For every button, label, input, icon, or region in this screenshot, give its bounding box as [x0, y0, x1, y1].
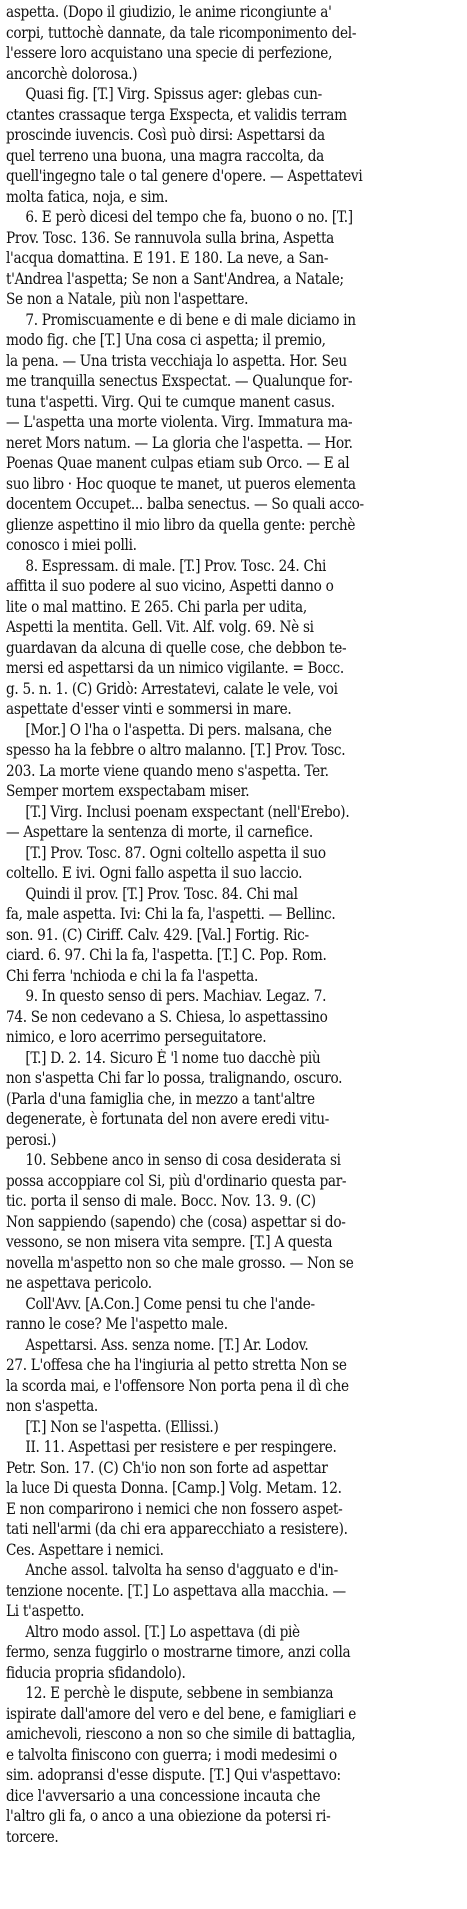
- text-line: [Mor.] O l'ha o l'aspetta. Di pers. malsana, che: [25, 720, 332, 739]
- text-line: Petr. Son. 17. (C) Ch'io non son forte ad aspettar: [6, 1458, 328, 1477]
- text-line: lite o mal mattino. E 265. Chi parla per udita,: [6, 597, 307, 616]
- text-line: corpi, tuttochè dannate, da tale ricomponimento del-: [6, 23, 357, 42]
- text-line: neret Mors natum. — La gloria che l'aspetta. — Hor.: [6, 433, 353, 452]
- text-line: Li t'aspetto.: [6, 1602, 85, 1620]
- text-line: Altro modo assol. [T.] Lo aspettava (di piè: [25, 1622, 300, 1641]
- text-line: la pena. — Una trista vecchiaja lo aspetta. Hor. Seu: [6, 351, 347, 370]
- text-line: Quasi fig. [T.] Virg. Spissus ager: glebas cun-: [25, 85, 322, 103]
- text-line: Aspetti la mentita. Gell. Vit. Alf. volg. 69. Nè si: [6, 618, 314, 636]
- text-line: affitta il suo podere al suo vicino, Aspetti danno o: [6, 577, 334, 595]
- text-line: tenzione nocente. [T.] Lo aspettava alla macchia. —: [6, 1581, 346, 1600]
- text-line: me tranquilla senectus Exspectat. — Qualunque for-: [6, 372, 353, 390]
- text-line: 27. L'offesa che ha l'ingiuria al petto stretta Non se: [6, 1356, 347, 1374]
- text-line: 10. Sebbene anco in senso di cosa desiderata si: [25, 1151, 341, 1169]
- text-line: fiducia propria sfidandolo).: [6, 1663, 186, 1682]
- text-line: tic. porta il senso di male. Bocc. Nov. 13. 9. (C): [6, 1192, 316, 1210]
- text-line: 6. E però dicesi del tempo che fa, buono o no. [T.]: [25, 208, 353, 226]
- text-line: II. 11. Aspettasi per resistere e per respingere.: [25, 1438, 337, 1456]
- text-line: docentem Occupet... balba senectus. — So quali acco-: [6, 495, 364, 513]
- text-line: 203. La morte viene quando meno s'aspetta. Ter.: [6, 761, 329, 780]
- text-line: modo fig. che [T.] Una cosa ci aspetta; il premio,: [6, 331, 326, 349]
- text-line: 9. In questo senso di pers. Machiav. Legaz. 7.: [25, 987, 327, 1005]
- text-line: [T.] D. 2. 14. Sicuro È 'l nome tuo dacchè più: [25, 1048, 321, 1067]
- text-line: l'altro gli fa, o anco a una obiezione da potersi ri-: [6, 1807, 331, 1825]
- text-line: ciard. 6. 97. Chi la fa, l'aspetta. [T.] C. Pop. Rom.: [6, 946, 327, 964]
- text-line: [T.] Virg. Inclusi poenam exspectant (nell'Erebo).: [25, 802, 350, 821]
- text-line: fermo, senza fuggirlo o mostrarne timore, anzi colla: [6, 1643, 351, 1661]
- text-line: spesso ha la febbre o altro malanno. [T.] Prov. Tosc.: [6, 741, 346, 759]
- text-line: vessono, se non misera vita sempre. [T.] A questa: [6, 1233, 333, 1251]
- text-line: E non comparirono i nemici che non fossero aspet-: [6, 1499, 343, 1518]
- text-line: la luce Di questa Donna. [Camp.] Volg. Metam. 12.: [6, 1479, 342, 1497]
- text-line: e talvolta finiscono con guerra; i modi medesimi o: [6, 1745, 337, 1764]
- text-line: ispirate dall'amore del vero e del bene, e famigliari e: [6, 1704, 356, 1723]
- text-line: mersi ed aspettarsi da un nimico vigilante. = Bocc.: [6, 659, 344, 677]
- text-line: amichevoli, riescono a non so che simile di battaglia,: [6, 1725, 356, 1743]
- text-line: Aspettarsi. Ass. senza nome. [T.] Ar. Lodov.: [25, 1335, 309, 1354]
- text-line: Anche assol. talvolta ha senso d'agguato e d'in-: [25, 1561, 338, 1579]
- text-line: suo libro · Hoc quoque te manet, ut pueros elementa: [6, 474, 356, 493]
- text-line: guardavan da alcuna di quelle cose, che debbon te-: [6, 638, 347, 657]
- text-line: coltello. E ivi. Ogni fallo aspetta il suo laccio.: [6, 864, 303, 882]
- text-line: Poenas Quae manent culpas etiam sub Orco. — E al: [6, 454, 350, 472]
- text-line: Se non a Natale, più non l'aspettare.: [6, 290, 249, 308]
- text-line: 12. E perchè le dispute, sebbene in sembianza: [25, 1684, 334, 1702]
- text-line: tati nell'armi (da chi era apparecchiato a resistere).: [6, 1520, 348, 1538]
- text-line: Semper mortem exspectabam miser.: [6, 782, 250, 800]
- text-line: la scorda mai, e l'offensore Non porta pena il dì che: [6, 1376, 349, 1395]
- text-line: [T.] Non se l'aspetta. (Ellissi.): [25, 1417, 219, 1436]
- text-line: conosco i miei polli.: [6, 536, 137, 554]
- text-line: ne aspettava pericolo.: [6, 1274, 152, 1292]
- text-line: — L'aspetta una morte violenta. Virg. Immatura ma-: [6, 413, 353, 431]
- text-line: dice l'avversario a una concessione incauta che: [6, 1786, 321, 1805]
- text-line: nimico, e loro acerrimo perseguitatore.: [6, 1028, 267, 1046]
- text-line: g. 5. n. 1. (C) Gridò: Arrestatevi, calate le vele, voi: [6, 679, 338, 698]
- text-line: t'Andrea l'aspetta; Se non a Sant'Andrea, a Natale;: [6, 269, 344, 288]
- text-line: Ces. Aspettare i nemici.: [6, 1540, 164, 1559]
- text-line: — Aspettare la sentenza di morte, il carnefice.: [6, 823, 313, 841]
- text-line: Coll'Avv. [A.Con.] Come pensi tu che l'ande-: [25, 1294, 315, 1313]
- text-line: [T.] Prov. Tosc. 87. Ogni coltello aspetta il suo: [25, 843, 326, 862]
- text-line: degenerate, è fortunata del non avere eredi vitu-: [6, 1110, 330, 1128]
- text-line: novella m'aspetto non so che male grosso. — Non se: [6, 1253, 354, 1272]
- text-line: fa, male aspetta. Ivi: Chi la fa, l'aspetti. — Bellinc.: [6, 905, 336, 923]
- text-line: quell'ingegno tale o tal genere d'opere. — Aspettatevi: [6, 167, 363, 185]
- text-line: ancorchè dolorosa.): [6, 64, 138, 83]
- text-line: glienze aspettino il mio libro da quella gente: perchè: [6, 515, 356, 534]
- text-line: torcere.: [6, 1827, 59, 1846]
- text-line: tuna t'aspetti. Virg. Qui te cumque manent casus.: [6, 392, 335, 411]
- text-line: Prov. Tosc. 136. Se rannuvola sulla brina, Aspetta: [6, 228, 334, 247]
- text-line: aspetta. (Dopo il giudizio, le anime ricongiunte a': [6, 3, 332, 21]
- text-line: 7. Promiscuamente e di bene e di male diciamo in: [25, 310, 356, 329]
- text-line: Non sappiendo (sapendo) che (cosa) aspettar si do-: [6, 1212, 346, 1231]
- text-line: possa accoppiare col Si, più d'ordinario questa par-: [6, 1171, 347, 1190]
- text-line: 74. Se non cedevano a S. Chiesa, lo aspettassino: [6, 1007, 328, 1026]
- text-line: non s'aspetta.: [6, 1397, 98, 1415]
- text-line: (Parla d'una famiglia che, in mezzo a tant'altre: [6, 1089, 315, 1108]
- text-line: l'essere loro acquistano una specie di perfezione,: [6, 44, 333, 62]
- text-line: non s'aspetta Chi far lo possa, tralignando, oscuro.: [6, 1069, 343, 1087]
- text-line: proscinde iuvencis. Così può dirsi: Aspettarsi da: [6, 126, 325, 144]
- text-line: Quindi il prov. [T.] Prov. Tosc. 84. Chi mal: [25, 884, 298, 903]
- text-line: ranno le cose? Me l'aspetto male.: [6, 1315, 228, 1333]
- text-line: ctantes crassaque terga Exspecta, et validis terram: [6, 105, 347, 124]
- text-line: sim. adopransi d'esse dispute. [T.] Qui v'aspettavo:: [6, 1766, 341, 1784]
- text-line: Chi ferra 'nchioda e chi la fa l'aspetta.: [6, 966, 259, 985]
- text-line: aspettate d'esser vinti e sommersi in mare.: [6, 700, 292, 718]
- text-line: quel terreno una buona, una magra raccolta, da: [6, 146, 324, 165]
- text-line: molta fatica, noja, e sim.: [6, 187, 168, 206]
- text-line: l'acqua domattina. E 191. E 180. La neve, a San-: [6, 249, 329, 267]
- text-line: perosi.): [6, 1130, 57, 1149]
- text-line: son. 91. (C) Ciriff. Calv. 429. [Val.] Fortig. Ric-: [6, 925, 309, 944]
- text-line: 8. Espressam. di male. [T.] Prov. Tosc. 24. Chi: [25, 556, 327, 575]
